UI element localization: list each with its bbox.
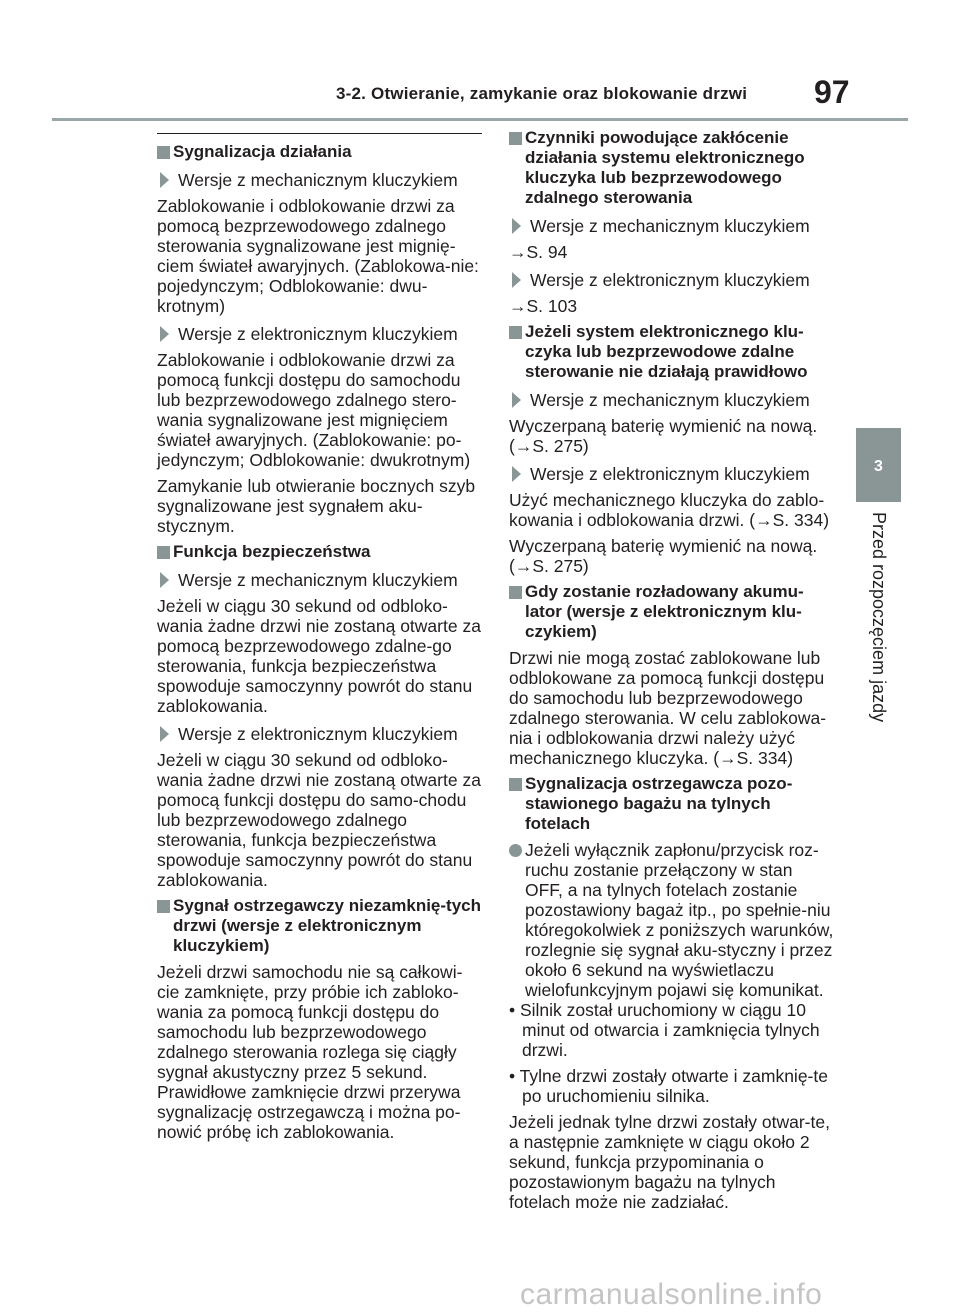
triangle-arrow-icon	[160, 172, 169, 188]
triangle-arrow-icon	[512, 392, 521, 408]
circle-bullet-icon	[509, 844, 522, 857]
paragraph: Jeżeli w ciągu 30 sekund od odbloko-wania żadne drzwi nie zostaną otwarte za pomocą bezprzewodowego zdalne-go sterowania, funkcja bezpieczeństwa spowoduje samoczynny powrót do stanu zablokowania.	[157, 596, 481, 716]
section-title: 3-2. Otwieranie, zamykanie oraz blokowanie drzwi	[336, 84, 748, 103]
square-bullet-icon	[157, 900, 170, 913]
variant-line: Wersje z mechanicznym kluczykiem	[157, 570, 482, 590]
paragraph: Użyć mechanicznego kluczyka do zablo-kowania i odblokowania drzwi. (→S. 334)	[509, 490, 830, 530]
triangle-arrow-icon	[160, 326, 169, 342]
variant-line: Wersje z elektronicznym kluczykiem	[157, 724, 482, 744]
section-heading: Sygnał ostrzegawczy niezamknię-tych drzwi (wersje z elektronicznym kluczykiem)	[157, 896, 482, 956]
variant-line: Wersje z elektronicznym kluczykiem	[509, 270, 834, 290]
page-number: 97	[814, 74, 850, 110]
list-item: • Tylne drzwi zostały otwarte i zamknię-te po uruchomieniu silnika.	[509, 1066, 828, 1106]
square-bullet-icon	[509, 132, 522, 145]
dot-paragraph: Jeżeli wyłącznik zapłonu/przycisk roz-ruchu zostanie przełączony w stan OFF, a na tylnych fotelach zostanie pozostawiony bagaż itp., po spełnie-niu któregokolwiek z poniższych warunków, rozlegnie się sygnał aku-styczny i przez około 6 sekund na wyświetlaczu wielofunkcyjnym pojawi się komunikat.	[509, 840, 834, 1000]
square-bullet-icon	[157, 146, 170, 159]
triangle-arrow-icon	[512, 272, 521, 288]
page-reference: →S. 103	[509, 296, 578, 316]
chapter-number: 3	[874, 458, 883, 475]
section-heading: Sygnalizacja ostrzegawcza pozo-stawionego bagażu na tylnych fotelach	[509, 774, 834, 834]
header-rule	[52, 118, 908, 121]
section-heading: Czynniki powodujące zakłócenie działania systemu elektronicznego kluczyka lub bezprzewodowego zdalnego sterowania	[509, 128, 834, 208]
square-bullet-icon	[509, 326, 522, 339]
triangle-arrow-icon	[160, 726, 169, 742]
section-heading: Funkcja bezpieczeństwa	[157, 542, 482, 562]
square-bullet-icon	[509, 586, 522, 599]
variant-line: Wersje z elektronicznym kluczykiem	[509, 464, 834, 484]
variant-line: Wersje z elektronicznym kluczykiem	[157, 324, 482, 344]
square-bullet-icon	[509, 778, 522, 791]
paragraph: Zablokowanie i odblokowanie drzwi za pomocą funkcji dostępu do samochodu lub bezprzewodowego zdalnego stero-wania sygnalizowane jest mignięciem świateł awaryjnych. (Zablokowanie: po-jedynczym; Odblokowanie: dwukrotnym)	[157, 350, 471, 470]
section-heading: Sygnalizacja działania	[157, 142, 482, 162]
page-reference: →S. 94	[509, 242, 568, 262]
chapter-label: Przed rozpoczęciem jazdy	[869, 512, 889, 723]
paragraph: Wyczerpaną baterię wymienić na nową. (→S. 275)	[509, 536, 818, 576]
section-heading: Gdy zostanie rozładowany akumu-lator (wersje z elektronicznym klu-czykiem)	[509, 582, 834, 642]
section-heading: Jeżeli system elektronicznego klu-czyka lub bezprzewodowe zdalne sterowanie nie działają prawidłowo	[509, 322, 834, 382]
chapter-tab	[856, 428, 901, 502]
paragraph: Jeżeli drzwi samochodu nie są całkowi-cie zamknięte, przy próbie ich zabloko-wania za pomocą funkcji dostępu do samochodu lub bezprzewodowego zdalnego sterowania rozlega się ciągły sygnał akustyczny przez 5 sekund. Prawidłowe zamknięcie drzwi przerywa sygnalizację ostrzegawczą i można po-nowić próbę ich zablokowania.	[157, 962, 463, 1142]
paragraph: Jeżeli jednak tylne drzwi zostały otwar-te, a następnie zamknięte w ciągu około 2 sekund, funkcja przypominania o pozostawionym bagażu na tylnych fotelach może nie zadziałać.	[509, 1112, 830, 1212]
square-bullet-icon	[157, 546, 170, 559]
paragraph: Jeżeli w ciągu 30 sekund od odbloko-wania żadne drzwi nie zostaną otwarte za pomocą funkcji dostępu do samo-chodu lub bezprzewodowego zdalnego sterowania, funkcja bezpieczeństwa spowoduje samoczynny powrót do stanu zablokowania.	[157, 750, 481, 890]
left-column	[157, 142, 482, 1148]
paragraph: Zablokowanie i odblokowanie drzwi za pomocą bezprzewodowego zdalnego sterowania sygnalizowane jest mignię-ciem świateł awaryjnych. (Zablokowa-nie: pojedynczym; Odblokowanie: dwu-krotnym)	[157, 196, 479, 316]
variant-line: Wersje z mechanicznym kluczykiem	[509, 390, 834, 410]
variant-line: Wersje z mechanicznym kluczykiem	[157, 170, 482, 190]
paragraph: Wyczerpaną baterię wymienić na nową. (→S. 275)	[509, 416, 818, 456]
column-rule	[157, 133, 482, 134]
list-item: • Silnik został uruchomiony w ciągu 10 minut od otwarcia i zamknięcia tylnych drzwi.	[509, 1000, 820, 1060]
paragraph: Zamykanie lub otwieranie bocznych szyb sygnalizowane jest sygnałem aku-stycznym.	[157, 476, 476, 536]
paragraph: Drzwi nie mogą zostać zablokowane lub odblokowane za pomocą funkcji dostępu do samochodu lub bezprzewodowego zdalnego sterowania. W celu zablokowa-nia i odblokowania drzwi należy użyć mechanicznego kluczyka. (→S. 334)	[509, 648, 827, 768]
triangle-arrow-icon	[512, 466, 521, 482]
variant-line: Wersje z mechanicznym kluczykiem	[509, 216, 834, 236]
triangle-arrow-icon	[160, 572, 169, 588]
triangle-arrow-icon	[512, 218, 521, 234]
right-column	[509, 128, 834, 1218]
watermark: carmanualsonline.info	[520, 1278, 823, 1311]
